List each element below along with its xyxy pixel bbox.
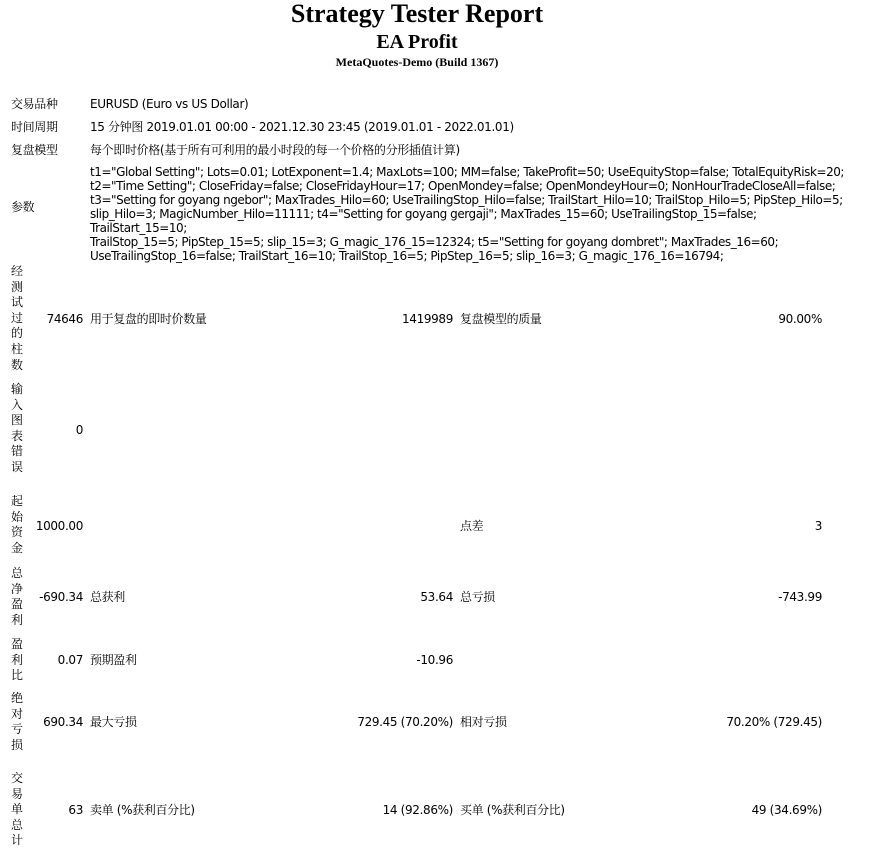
- parameters-value: t1="Global Setting"; Lots=0.01; LotExponent=1.4; MaxLots=100; MM=false; TakeProfit=50; UseEquityStop=false; TotalEquityRisk=20; t2="Time Setting"; CloseFriday=false; CloseFridayHour=17; OpenMondey=false; OpenMondeyHour=0; NonHourTradeCloseAll=false; t3="Setting for goyang ngebor"; MaxTrades_Hilo=60; UseTrailingStop_Hilo=false; TrailStart_Hilo=10; TrailStop_Hilo=5; PipStep_Hilo=5; slip_Hilo=3; MagicNumber_Hilo=11111; t4="Setting for goyang gergaji"; MaxTrades_15=60; UseTrailingStop_15=false; TrailStart_15=10; TrailStop_15=5; PipStep_15=5; slip_15=3; G_magic_176_15=12324; t5="Setting for goyang dombret"; MaxTrades_16=60; UseTrailingStop_16=false; TrailStart_16=10; TrailStop_16=5; PipStep_16=5; slip_16=3; G_magic_176_16=16794;: [90, 165, 845, 263]
- bars-label: 经测试过的柱数: [11, 264, 24, 372]
- total-trades-label: 交易单总计: [11, 771, 24, 848]
- net-profit-value: -690.34: [39, 590, 83, 604]
- server-build: MetaQuotes-Demo (Build 1367): [335, 55, 499, 69]
- profit-factor-label: 盈利比: [11, 637, 24, 683]
- absolute-drawdown-value: 690.34: [43, 715, 83, 729]
- expected-payoff-label: 预期盈利: [90, 653, 137, 667]
- gross-profit-value: 53.64: [420, 590, 453, 604]
- quality-label: 复盘模型的质量: [460, 312, 542, 326]
- gross-loss-label: 总亏损: [460, 590, 495, 604]
- deposit-label: 起始资金: [11, 494, 24, 555]
- symbol-value: EURUSD (Euro vs US Dollar): [90, 97, 249, 111]
- parameters-label: 参数: [11, 200, 35, 214]
- maximal-drawdown-value: 729.45 (70.20%): [357, 715, 453, 729]
- long-positions-label: 买单 (%获利百分比): [460, 803, 565, 817]
- expected-payoff-value: -10.96: [416, 653, 453, 667]
- maximal-drawdown-label: 最大亏损: [90, 715, 137, 729]
- model-label: 复盘模型: [11, 143, 58, 157]
- deposit-value: 1000.00: [35, 519, 83, 533]
- net-profit-label: 总净盈利: [11, 566, 24, 627]
- errors-value: 0: [75, 423, 83, 437]
- total-trades-value: 63: [68, 803, 83, 817]
- quality-value: 90.00%: [778, 312, 822, 326]
- ticks-value: 1419989: [402, 312, 453, 326]
- profit-factor-value: 0.07: [57, 653, 83, 667]
- report-title: Strategy Tester Report: [290, 0, 544, 28]
- gross-loss-value: -743.99: [778, 590, 822, 604]
- relative-drawdown-label: 相对亏损: [460, 715, 507, 729]
- absolute-drawdown-label: 绝对亏损: [11, 691, 24, 752]
- spread-value: 3: [814, 519, 822, 533]
- short-positions-label: 卖单 (%获利百分比): [90, 803, 195, 817]
- errors-label: 输入图表错误: [11, 382, 24, 474]
- symbol-label: 交易品种: [11, 97, 58, 111]
- short-positions-value: 14 (92.86%): [382, 803, 453, 817]
- bars-value: 74646: [46, 312, 83, 326]
- relative-drawdown-value: 70.20% (729.45): [726, 715, 822, 729]
- model-value: 每个即时价格(基于所有可利用的最小时段的每一个价格的分形插值计算): [90, 143, 460, 157]
- gross-profit-label: 总获利: [90, 590, 125, 604]
- period-label: 时间周期: [11, 120, 58, 134]
- long-positions-value: 49 (34.69%): [751, 803, 822, 817]
- expert-name: EA Profit: [376, 31, 458, 53]
- spread-label: 点差: [460, 519, 484, 533]
- period-value: 15 分钟图 2019.01.01 00:00 - 2021.12.30 23:45 (2019.01.01 - 2022.01.01): [90, 120, 514, 134]
- ticks-label: 用于复盘的即时价数量: [90, 312, 207, 326]
